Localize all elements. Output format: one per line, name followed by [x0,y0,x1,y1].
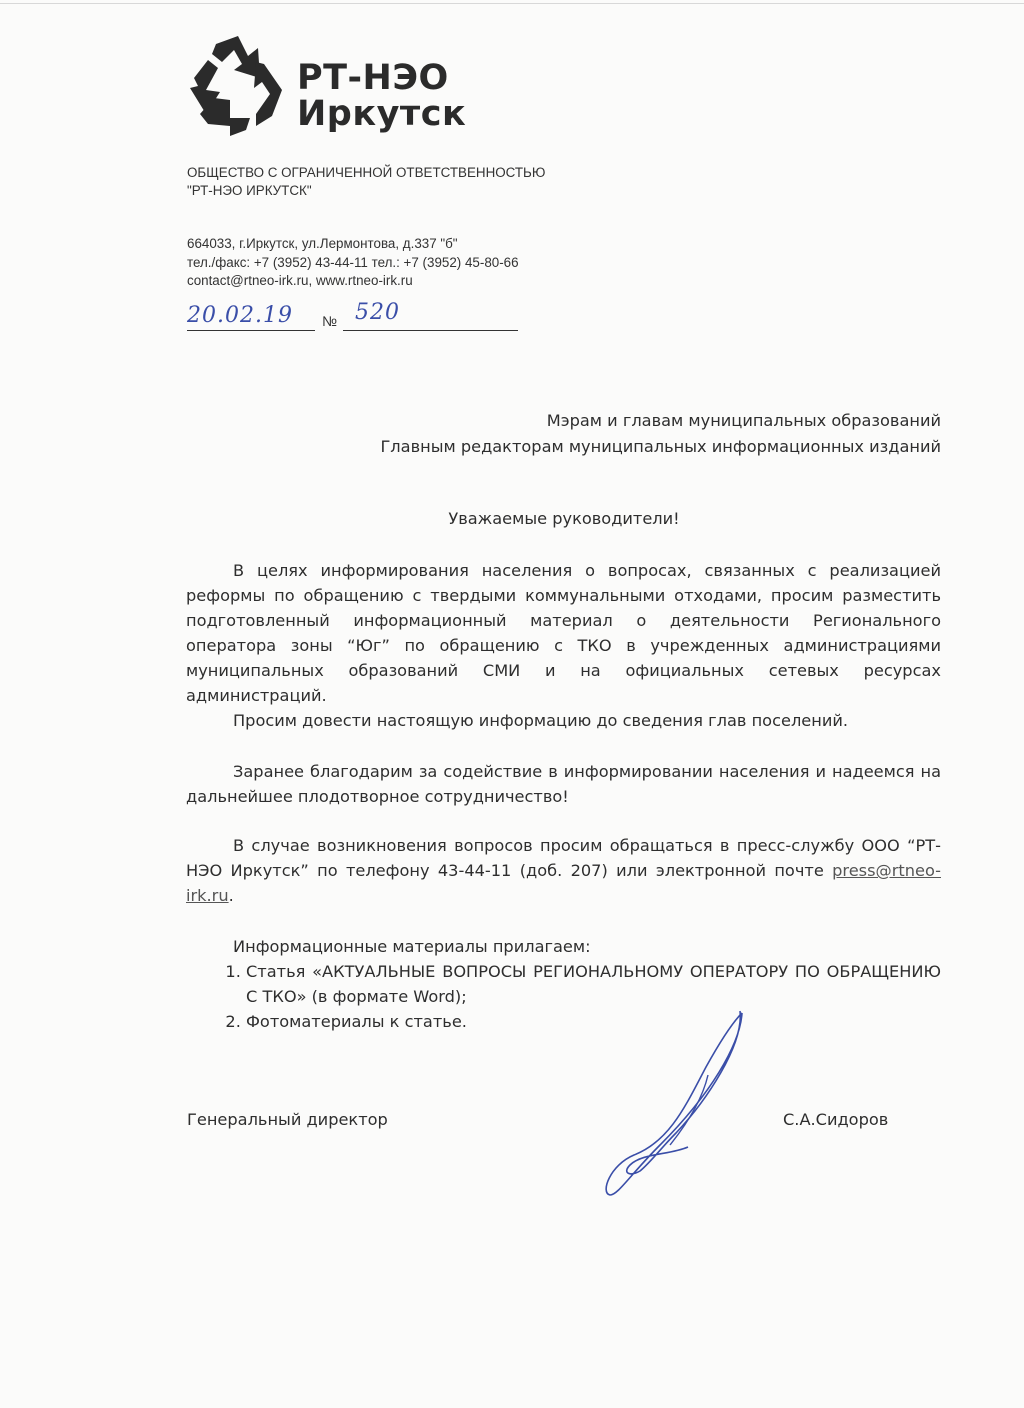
handwritten-signature [590,1005,760,1205]
brand-line-1: РТ-НЭО [297,58,449,98]
recipient-block [380,408,941,460]
recycle-icon [186,34,286,138]
address-line-3: contact@rtneo-irk.ru, www.rtneo-irk.ru [187,273,413,288]
paragraph-2-text: Заранее благодарим за содействие в информировании населения и надеемся на дальнейшее плодотворное сотрудничество! [186,762,941,806]
brand-line-2: Иркутск [297,94,467,134]
registration-block [187,300,527,336]
company-name [187,164,545,200]
company-line-1: ОБЩЕСТВО С ОГРАНИЧЕННОЙ ОТВЕТСТВЕННОСТЬЮ [187,165,546,180]
paragraph-3 [186,833,941,908]
attachments-block [186,934,941,1034]
paragraph-2 [186,759,941,809]
address-line-1: 664033, г.Иркутск, ул.Лермонтова, д.337 "б" [187,236,458,251]
handwritten-date: 20.02.19 [187,303,293,328]
paragraph-1 [186,558,941,733]
recipient-line-1: Мэрам и главам муниципальных образований [546,411,941,430]
salutation: Уважаемые руководители! [448,509,680,528]
attachment-item-1: 1. Статья «АКТУАЛЬНЫЕ ВОПРОСЫ РЕГИОНАЛЬНОМУ ОПЕРАТОРУ ПО ОБРАЩЕНИЮ С ТКО» (в формате Word); [246,959,941,1009]
sentence-end: . [228,886,234,905]
company-address [187,235,519,291]
signer-name: С.А.Сидоров [783,1110,889,1129]
brand-name [297,60,466,132]
company-line-2: "РТ-НЭО ИРКУТСК" [187,183,312,198]
paragraph-3-text [186,833,941,908]
signer-position: Генеральный директор [187,1110,388,1129]
recipient-line-2: Главным редакторам муниципальных информационных изданий [380,437,941,456]
attachments-intro: Информационные материалы прилагаем: [233,937,591,956]
scan-edge-line [0,3,1024,4]
paragraph-1b-text: Просим довести настоящую информацию до сведения глав поселений. [233,711,849,730]
contact-text: В случае возникновения вопросов просим обращаться в пресс-службу ООО “РТ-НЭО Иркутск” по телефону 43-44-11 (доб. 207) или электронной почте [186,836,941,880]
number-underline [343,330,518,331]
handwritten-number: 520 [355,300,400,325]
attachment-item-2: 2. Фотоматериалы к статье. [246,1009,941,1034]
date-underline [187,330,315,331]
press-email-link[interactable]: press@rtneo-irk.ru [186,861,941,905]
address-line-2: тел./факс: +7 (3952) 43-44-11 тел.: +7 (3952) 45-80-66 [187,254,519,270]
number-label: № [322,313,338,329]
paragraph-1-text: В целях информирования населения о вопросах, связанных с реализацией реформы по обращению с твердыми коммунальными отходами, просим разместить подготовленный информационный материал о деятельности Регионального оператора зоны “Юг” по обращению с ТКО в учрежденных администрациями муниципальных образований СМИ и на официальных сетевых ресурсах администраций. [186,561,941,705]
attachments-list [186,959,941,1034]
